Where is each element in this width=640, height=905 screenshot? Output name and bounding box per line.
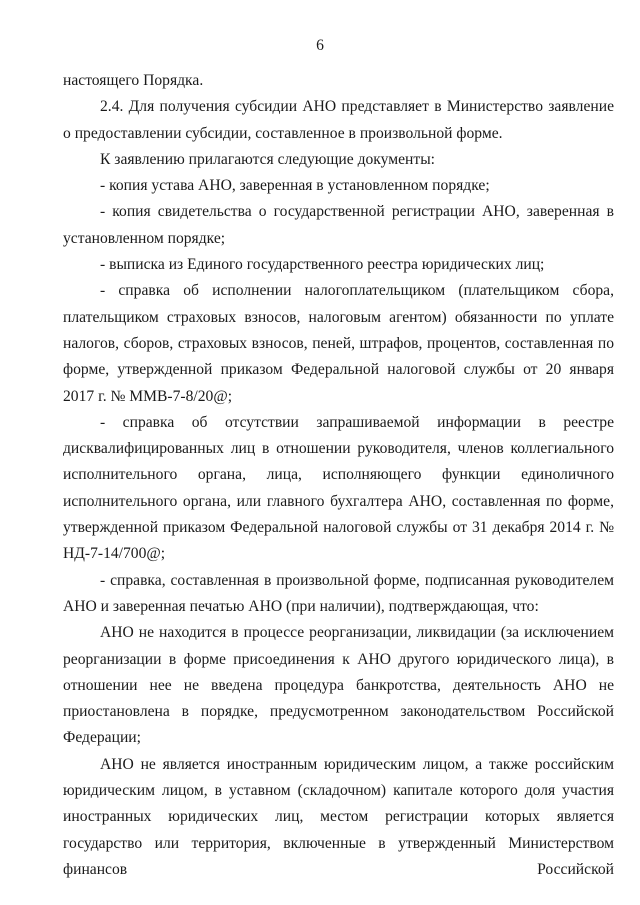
list-item: - выписка из Единого государственного реестра юридических лиц; [100, 256, 545, 274]
paragraph: АНО не является иностранным юридическим лицом, а также российским юридическим лицом, в уставном (складочном) капитале которого доля участия иностранных юридических лиц, местом регистрации которых является государство или территория, включенные в утвержденный Министерством финансов Российской [63, 755, 614, 878]
list-item: - справка, составленная в произвольной форме, подписанная руководителем АНО и заверенная печатью АНО (при наличии), подтверждающая, что: [63, 571, 614, 615]
list-item: - копия свидетельства о государственной регистрации АНО, заверенная в установленном порядке; [63, 203, 614, 247]
document-body [63, 68, 614, 883]
page-number: 6 [316, 37, 324, 54]
paragraph: 2.4. Для получения субсидии АНО представляет в Министерство заявление о предоставлении субсидии, составленное в произвольной форме. [63, 98, 614, 142]
paragraph: настоящего Порядка. [63, 72, 204, 89]
list-item: - копия устава АНО, заверенная в установленном порядке; [100, 177, 490, 195]
paragraph: АНО не находится в процессе реорганизации, ликвидации (за исключением реорганизации в форме присоединения к АНО другого юридического лица), в отношении нее не введена процедура банкротства, деятельность АНО не приостановлена в порядке, предусмотренном законодательством Российской Федерации; [63, 624, 614, 747]
list-item: - справка об исполнении налогоплательщиком (плательщиком сбора, плательщиком страховых взносов, налоговым агентом) обязанности по уплате налогов, сборов, страховых взносов, пеней, штрафов, процентов, составленная по форме, утвержденной приказом Федеральной налоговой службы от 20 января 2017 г. № ММВ-7-8/20@; [63, 282, 614, 405]
paragraph: К заявлению прилагаются следующие документы: [100, 150, 436, 168]
list-item: - справка об отсутствии запрашиваемой информации в реестре дисквалифицированных лиц в отношении руководителя, членов коллегиального исполнительного органа, лица, исполняющего функции единоличного исполнительного органа, или главного бухгалтера АНО, составленная по форме, утвержденной приказом Федеральной налоговой службы от 31 декабря 2014 г. № НД-7-14/700@; [63, 413, 614, 563]
